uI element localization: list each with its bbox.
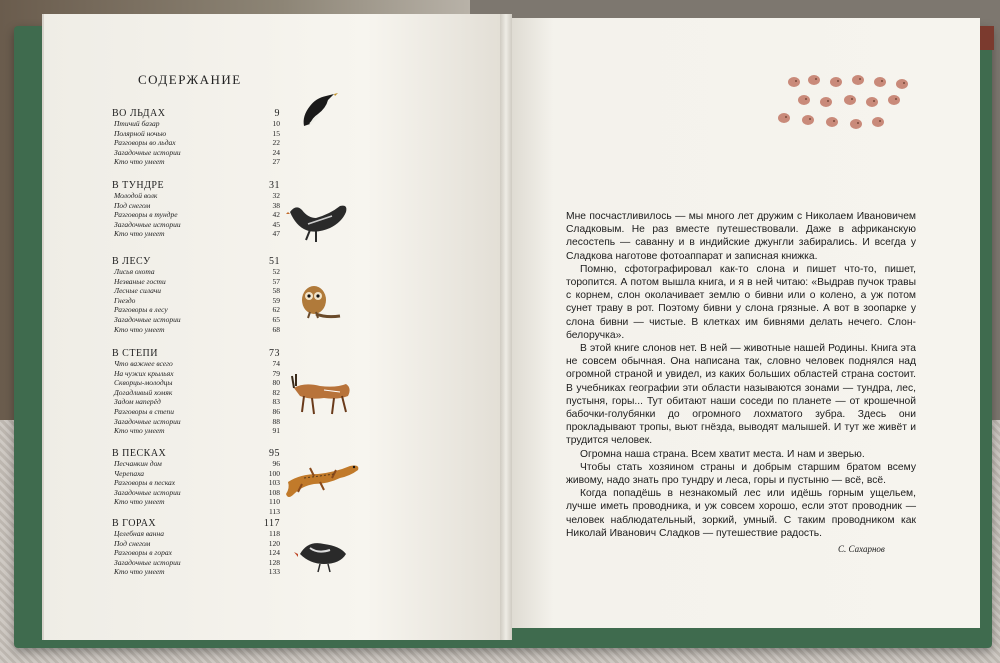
- toc-entry: [112, 567, 280, 577]
- toc-entry-label: Под снегом: [114, 538, 151, 548]
- toc-entry: [112, 529, 280, 539]
- toc-section: [112, 180, 280, 239]
- preface-paragraph: Огромна наша страна. Всем хватит места. И нам и зверью.: [580, 448, 865, 460]
- toc-entry-label: Загадочные истории: [114, 557, 181, 567]
- toc-section-page: 9: [274, 108, 280, 119]
- toc-entry: [112, 286, 280, 296]
- preface-paragraph: Чтобы стать хозяином страны и добрым старшим братом всему живому, надо знать про тундру и леса, горы и пустыню — всё, всё.: [566, 461, 916, 487]
- preface-paragraph: Мне посчастливилось — мы много лет дружим с Николаем Ивановичем Сладковым. Не раз вместе путешествовали. Даже в африканскую лесостепь — саванну и в индийские джунгли забирались. И всегда у Сладкова наготове фотоаппарат и записная книжка.: [566, 211, 916, 262]
- toc-section-page: 31: [269, 180, 280, 191]
- toc-entry-label: Разговоры во льдах: [114, 138, 176, 148]
- toc-entry-page: 32: [272, 191, 280, 200]
- toc-entry: [112, 417, 280, 427]
- toc-entry-page: 59: [272, 295, 280, 305]
- toc-entry-page: 91: [272, 426, 280, 436]
- toc-entry-page: 15: [272, 128, 280, 138]
- toc-entry: [112, 507, 280, 517]
- bird-illustration: [294, 534, 350, 574]
- toc-entry-label: Догадливый хомяк: [114, 387, 173, 397]
- toc-entry-label: Кто что умеет: [114, 229, 165, 239]
- toc-title: СОДЕРЖАНИЕ: [138, 72, 242, 87]
- toc-section-heading: [112, 256, 280, 267]
- toc-entry-page: 79: [272, 368, 280, 378]
- toc-entry-page: 100: [268, 468, 280, 478]
- toc-entry-label: Загадочные истории: [114, 147, 181, 157]
- swan-illustration: [286, 200, 352, 244]
- toc-entry-label: Загадочные истории: [114, 314, 181, 324]
- toc-entry: [112, 148, 280, 158]
- preface-paragraph: Когда попадёшь в незнакомый лес или идёшь горным ущельем, лучше иметь проводника, и уж совсем хорошо, если этот проводник — человек наблюдательный, зоркий, умный. С таким проводником как Николай Иванович Сладков — путешествие радость.: [566, 488, 916, 539]
- toc-entry-label: Разговоры в песках: [114, 478, 176, 488]
- toc-entry-label: Загадочные истории: [114, 219, 181, 229]
- toc-section-title: В ЛЕСУ: [112, 256, 151, 267]
- toc-section: [112, 108, 280, 167]
- toc-section-page: 117: [263, 518, 280, 529]
- toc-entry: [112, 157, 280, 167]
- toc-entry-page: 120: [268, 538, 280, 548]
- toc-entry-page: 108: [268, 487, 280, 497]
- toc-entry-page: 96: [272, 459, 280, 468]
- toc-entry: [112, 229, 280, 239]
- toc-entry-label: Загадочные истории: [114, 416, 181, 426]
- preface-paragraph: В этой книге слонов нет. В ней — животные нашей Родины. Книга эта не совсем обычная. Она написана так, словно человек поднялся над огромной страной и увидел, из каких больших областей страна состоит. В учебниках географии эти области называются зонами — тундра, лес, пустыня, горы... Тут обитают наши соседи по планете — от крошечной бабочки-голубянки до огромного лохматого зубра. Здесь они прокладывают тропы, вьют гнёзда, выводят малышей. И тут же живёт и трудится человек.: [566, 343, 916, 447]
- toc-entry-label: Молодой волк: [114, 191, 158, 200]
- toc-section-page: 95: [269, 448, 280, 459]
- toc-entry-label: Разговоры в горах: [114, 548, 172, 558]
- toc-entry: [112, 469, 280, 479]
- toc-entry-page: 124: [268, 548, 280, 558]
- toc-entry: [112, 558, 280, 568]
- toc-entry: [112, 407, 280, 417]
- toc-section-title: В ПЕСКАХ: [112, 448, 167, 459]
- toc-entry-label: На чужих крыльях: [114, 368, 174, 378]
- toc-entry-label: Гнездо: [114, 295, 136, 305]
- toc-entry: [112, 497, 280, 507]
- toc-entry: [112, 129, 280, 139]
- toc-entry-page: 110: [269, 497, 280, 507]
- toc-section-page: 73: [269, 348, 280, 359]
- lizard-illustration: [284, 456, 364, 502]
- toc-entry-page: 58: [272, 286, 280, 296]
- toc-entry: [112, 548, 280, 558]
- toc-entry-label: Незваные гости: [114, 276, 166, 286]
- toc-entry-label: Кто что умеет: [114, 157, 165, 167]
- toc-section-heading: [112, 518, 280, 529]
- penguin-illustration: [296, 90, 338, 130]
- toc-entry-label: Скворцы-молодцы: [114, 378, 173, 388]
- toc-entry-page: 45: [272, 219, 280, 229]
- toc-entry-page: 38: [272, 200, 280, 210]
- toc-entry: [112, 488, 280, 498]
- saiga-illustration: [284, 370, 354, 416]
- toc-entry-page: 86: [272, 406, 280, 416]
- toc-entry: [112, 397, 280, 407]
- toc-section-page: 51: [269, 256, 280, 267]
- toc-entry-page: 24: [272, 147, 280, 157]
- toc-entry: [112, 426, 280, 436]
- toc-entry-page: 83: [272, 397, 280, 407]
- toc-entry-label: Лисья охота: [114, 267, 155, 276]
- toc-entry-page: 27: [272, 157, 280, 167]
- toc-entry-page: 68: [272, 324, 280, 334]
- toc-entry-page: 57: [272, 276, 280, 286]
- toc-entry: [112, 378, 280, 388]
- toc-entry: [112, 201, 280, 211]
- toc-entry-label: Кто что умеет: [114, 426, 165, 436]
- toc-entry: [112, 325, 280, 335]
- preface-paragraph: Помню, сфотографировал как-то слона и пишет что-то, пишет, торопится. А потом вышла книга, и я в ней читаю: «Выдрав пучок травы с корнем, слон околачивает землю о бивни или о колено, а уж потом сунет траву в рот. Поэтому бивни у слона грязные. А вот в зоопарке у слона бивни — чистые. В клетках им бивнями делать нечего. Слон-белоручка».: [566, 263, 916, 341]
- toc-entry: [112, 210, 280, 220]
- toc-entry-page: 10: [272, 119, 280, 128]
- toc-section-title: В ГОРАХ: [112, 518, 157, 529]
- toc-entry-label: Птичий базар: [114, 119, 160, 128]
- toc-entry-label: Разговоры в степи: [114, 406, 174, 416]
- toc-entry-label: Под снегом: [114, 200, 151, 210]
- toc-entry: [112, 388, 280, 398]
- toc-entry-label: Кто что умеет: [114, 567, 165, 577]
- toc-entry-page: 133: [268, 567, 280, 577]
- toc-entry-page: 82: [272, 387, 280, 397]
- toc-entry: [112, 220, 280, 230]
- toc-entry-label: Загадочные истории: [114, 487, 181, 497]
- toc-entry-label: Разговоры в тундре: [114, 210, 178, 220]
- toc-entry-page: 128: [268, 557, 280, 567]
- toc-section: [112, 448, 280, 517]
- toc-entry: [112, 539, 280, 549]
- toc-entry: [112, 359, 280, 369]
- toc-section-title: ВО ЛЬДАХ: [112, 108, 166, 119]
- chicks-illustration: [774, 72, 924, 142]
- toc-entry-label: Разговоры в лесу: [114, 305, 168, 315]
- toc-entry-label: Целебная ванна: [114, 529, 164, 538]
- toc-entry: [112, 315, 280, 325]
- toc-entry-page: 22: [272, 138, 280, 148]
- toc-section-title: В СТЕПИ: [112, 348, 158, 359]
- toc-section-heading: [112, 448, 280, 459]
- toc-entry: [112, 305, 280, 315]
- toc-entry: [112, 119, 280, 129]
- toc-entry-label: Задом наперёд: [114, 397, 161, 407]
- toc-section-heading: [112, 348, 280, 359]
- toc-section-title: В ТУНДРЕ: [112, 180, 165, 191]
- toc-entry: [112, 478, 280, 488]
- toc-section: [112, 256, 280, 334]
- toc-entry: [112, 277, 280, 287]
- toc-entry-label: Песчанкин дом: [114, 459, 162, 468]
- toc-entry-page: 103: [268, 478, 280, 488]
- book-spine: [500, 14, 512, 640]
- toc-entry-label: Черепаха: [114, 468, 145, 478]
- owl-illustration: [296, 284, 342, 324]
- toc-section-heading: [112, 108, 280, 119]
- toc-entry: [112, 369, 280, 379]
- toc-entry-page: 47: [272, 229, 280, 239]
- toc-section: [112, 518, 280, 577]
- toc-entry-page: 88: [272, 416, 280, 426]
- toc-entry-page: 52: [272, 267, 280, 276]
- toc-entry-label: Полярной ночью: [114, 128, 167, 138]
- toc-entry: [112, 459, 280, 469]
- toc-entry-label: Лесные силачи: [114, 286, 162, 296]
- toc-entry-label: Что важнее всего: [114, 359, 173, 368]
- toc-entry-label: Кто что умеет: [114, 497, 165, 507]
- toc-entry-page: 74: [272, 359, 280, 368]
- preface-signature: С. Сахарнов: [838, 544, 885, 554]
- toc-entry-page: 118: [269, 529, 280, 538]
- toc-entry: [112, 138, 280, 148]
- toc-entry: [112, 267, 280, 277]
- toc-entry-page: 113: [269, 506, 280, 516]
- preface-text: [566, 210, 916, 540]
- toc-entry: [112, 191, 280, 201]
- toc-section: [112, 348, 280, 436]
- toc-entry-label: Кто что умеет: [114, 324, 165, 334]
- toc-entry: [112, 296, 280, 306]
- toc-section-heading: [112, 180, 280, 191]
- toc-entry-page: 80: [272, 378, 280, 388]
- toc-entry-page: 62: [272, 305, 280, 315]
- toc-entry-page: 42: [272, 210, 280, 220]
- toc-entry-page: 65: [272, 314, 280, 324]
